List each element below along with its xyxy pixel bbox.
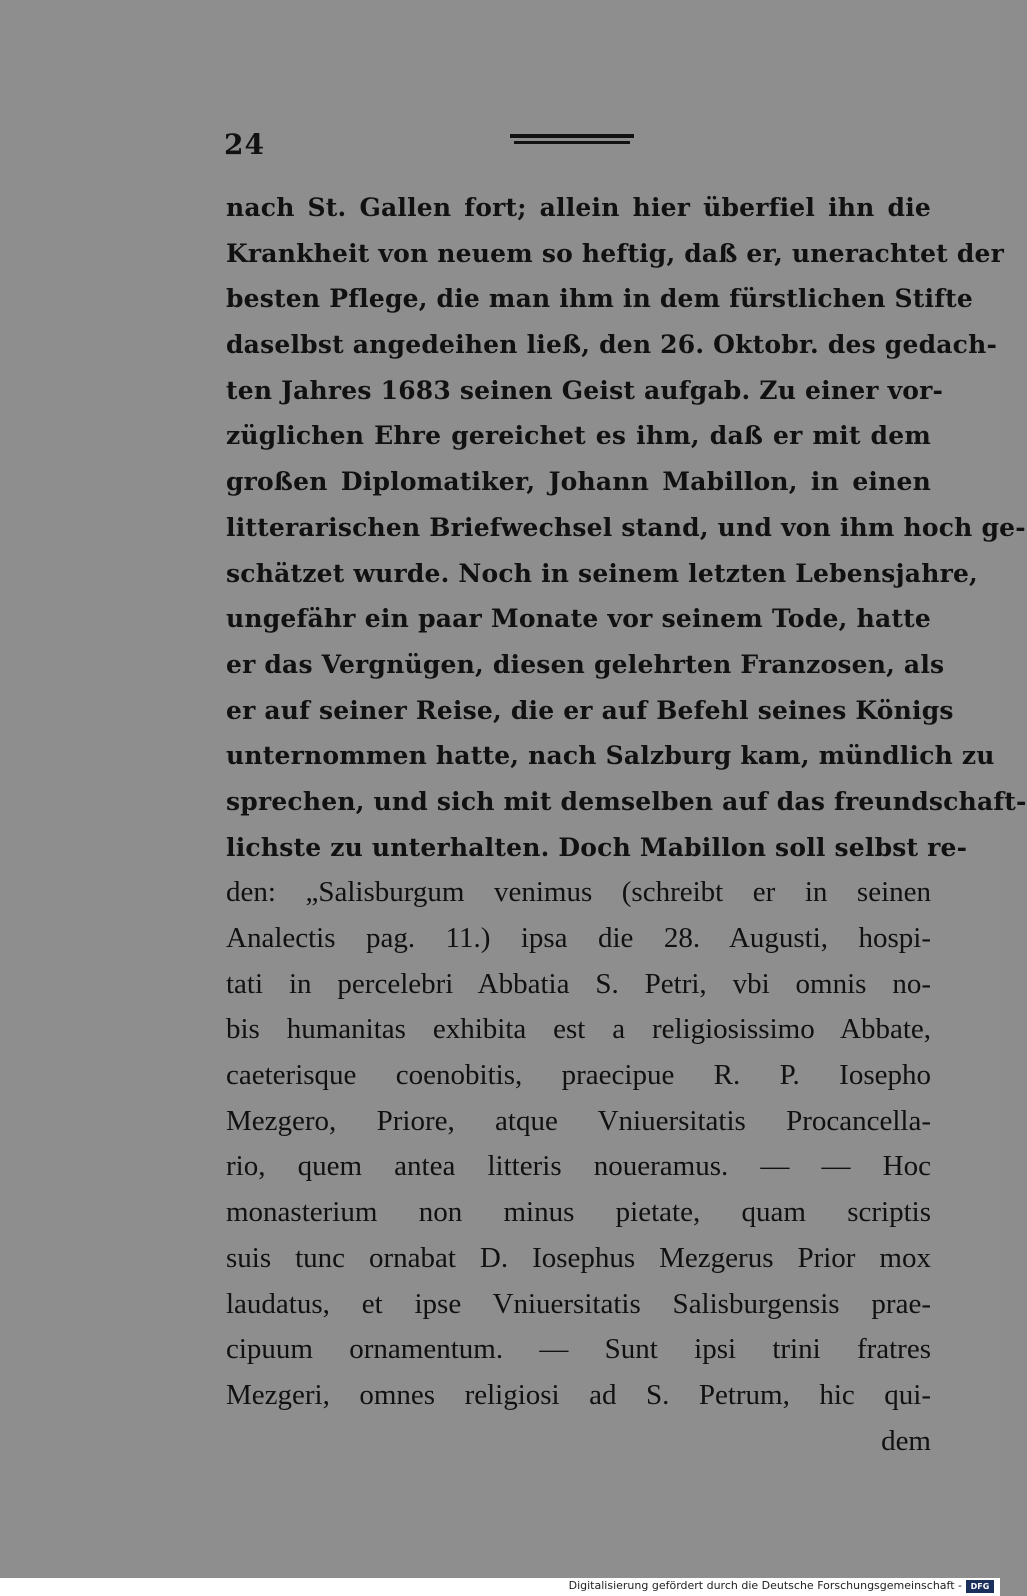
page-number: 24 bbox=[224, 128, 265, 161]
text-line: litterarischen Briefwechsel stand, und von ihm hoch ge- bbox=[226, 512, 1026, 542]
text-line: bis humanitas exhibita est a religiosissimo Abbate, bbox=[226, 1013, 931, 1046]
text-line: schätzet wurde. Noch in seinem letzten Lebensjahre, bbox=[226, 558, 978, 588]
text-line: ten Jahres 1683 seinen Geist aufgab. Zu einer vor- bbox=[226, 375, 944, 405]
text-line: besten Pflege, die man ihm in dem fürstlichen Stifte bbox=[226, 284, 974, 314]
text-line: Mezgero, Priore, atque Vniuersitatis Procancella- bbox=[226, 1104, 931, 1137]
text-line: Krankheit von neuem so heftig, daß er, unerachtet der bbox=[226, 238, 1004, 268]
text-line: monasterium non minus pietate, quam scriptis bbox=[226, 1196, 931, 1229]
text-line: er auf seiner Reise, die er auf Befehl seines Königs bbox=[226, 695, 954, 725]
header-ornament bbox=[510, 134, 634, 148]
page-header bbox=[224, 128, 914, 168]
text-line: Analectis pag. 11.) ipsa die 28. Augusti, hospi- bbox=[226, 922, 931, 954]
text-line: züglichen Ehre gereichet es ihm, daß er mit dem bbox=[226, 421, 931, 451]
dfg-logo: DFG bbox=[966, 1580, 994, 1593]
text-line: cipuum ornamentum. — Sunt ipsi trini fratres bbox=[226, 1333, 931, 1366]
footer-bar bbox=[0, 1578, 1000, 1596]
text-line: unternommen hatte, nach Salzburg kam, mündlich zu bbox=[226, 741, 995, 771]
text-line: Mezgeri, omnes religiosi ad S. Petrum, hic qui- bbox=[226, 1378, 931, 1411]
text-line: nach St. Gallen fort; allein hier überfiel ihn die bbox=[226, 193, 931, 222]
text-line: den: „Salisburgum venimus (schreibt er in seinen bbox=[226, 876, 931, 909]
text-line: caeterisque coenobitis, praecipue R. P. Iosepho bbox=[226, 1059, 931, 1092]
text-line: daselbst angedeihen ließ, den 26. Oktobr. des gedach- bbox=[226, 330, 998, 360]
text-line: großen Diplomatiker, Johann Mabillon, in einen bbox=[226, 467, 931, 497]
text-line: er das Vergnügen, diesen gelehrten Franzosen, als bbox=[226, 649, 945, 679]
text-line: lichste zu unterhalten. Doch Mabillon soll selbst re- bbox=[226, 832, 968, 862]
text-line: laudatus, et ipse Vniuersitatis Salisburgensis prae- bbox=[226, 1287, 931, 1320]
text-line: suis tunc ornabat D. Iosephus Mezgerus Prior mox bbox=[226, 1241, 931, 1274]
body-text bbox=[226, 185, 1027, 1464]
ornament-rule-bottom bbox=[514, 141, 630, 144]
text-line: sprechen, und sich mit demselben auf das freundschaft- bbox=[226, 786, 1027, 816]
text-line: rio, quem antea litteris noueramus. — — Hoc bbox=[226, 1150, 931, 1183]
funding-credit: Digitalisierung gefördert durch die Deutsche Forschungsgemeinschaft - bbox=[568, 1579, 962, 1592]
text-line: ungefähr ein paar Monate vor seinem Tode, hatte bbox=[226, 604, 931, 634]
ornament-rule-top bbox=[510, 134, 634, 138]
catchword: dem bbox=[881, 1424, 931, 1457]
text-line: tati in percelebri Abbatia S. Petri, vbi omnis no- bbox=[226, 967, 931, 1000]
